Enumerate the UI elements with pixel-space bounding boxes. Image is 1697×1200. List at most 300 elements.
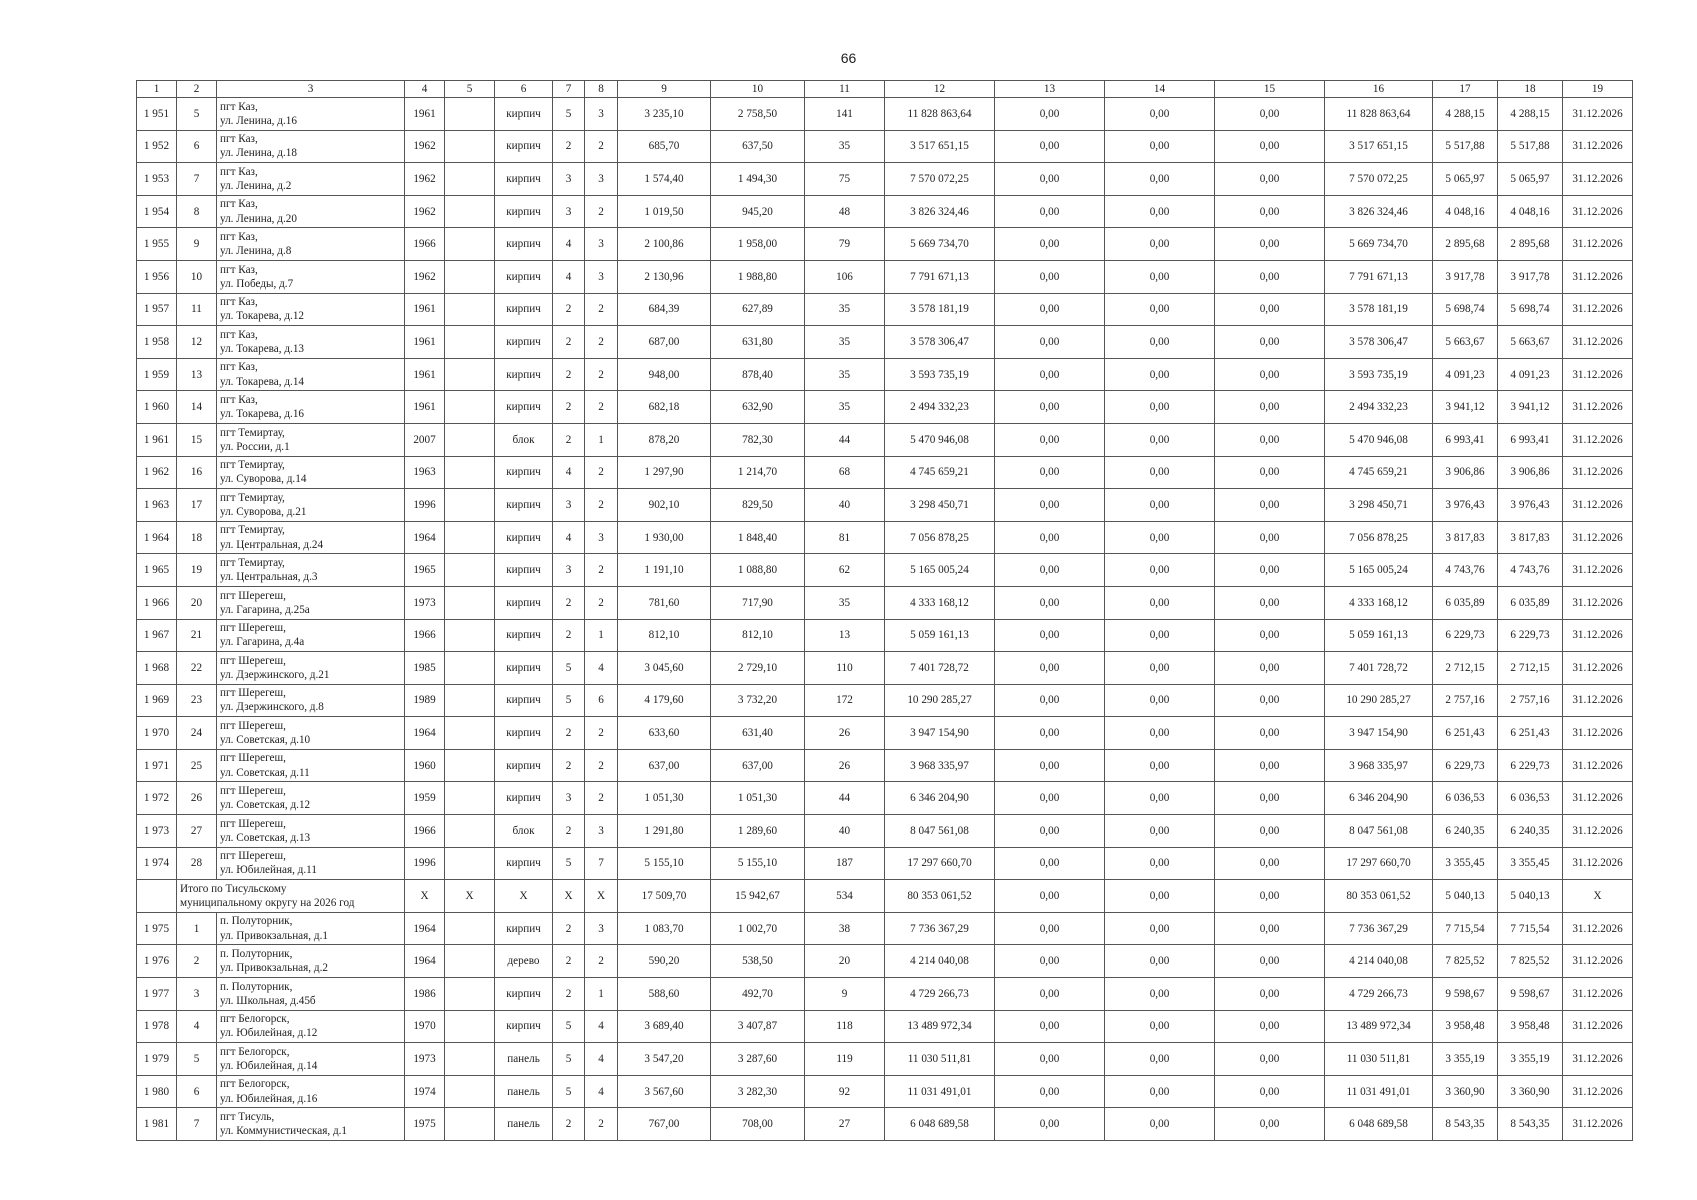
cell-c9: 633,60 — [618, 717, 711, 750]
cell-c11: 35 — [805, 326, 885, 359]
cell-c19: 31.12.2026 — [1563, 163, 1633, 196]
cell-c17: 5 663,67 — [1433, 326, 1498, 359]
total-c9: 17 509,70 — [618, 880, 711, 913]
table-body — [137, 98, 1633, 1141]
cell-c13: 0,00 — [995, 358, 1105, 391]
cell-c11: 35 — [805, 358, 885, 391]
cell-c19: 31.12.2026 — [1563, 195, 1633, 228]
cell-c19: 31.12.2026 — [1563, 391, 1633, 424]
cell-c5 — [445, 391, 495, 424]
cell-c11: 35 — [805, 391, 885, 424]
address-cell — [217, 782, 405, 815]
address-locality: п. Полуторник, — [220, 915, 293, 928]
address-locality: пгт Каз, — [220, 165, 258, 178]
table-row — [137, 978, 1633, 1011]
cell-mat: кирпич — [495, 717, 553, 750]
address-locality: пгт Темиртау, — [220, 556, 285, 569]
cell-mat: кирпич — [495, 391, 553, 424]
cell-n: 1 951 — [137, 98, 177, 131]
cell-c16: 7 570 072,25 — [1325, 163, 1433, 196]
cell-c9: 1 051,30 — [618, 782, 711, 815]
cell-c13: 0,00 — [995, 684, 1105, 717]
cell-c14: 0,00 — [1105, 195, 1215, 228]
cell-year: 1996 — [405, 489, 445, 522]
cell-c12: 17 297 660,70 — [885, 847, 995, 880]
cell-c14: 0,00 — [1105, 619, 1215, 652]
cell-c7: 2 — [553, 717, 585, 750]
table-row — [137, 586, 1633, 619]
cell-c10: 1 289,60 — [711, 815, 805, 848]
total-c11: 534 — [805, 880, 885, 913]
cell-c17: 3 976,43 — [1433, 489, 1498, 522]
cell-c17: 3 906,86 — [1433, 456, 1498, 489]
cell-c12: 3 947 154,90 — [885, 717, 995, 750]
cell-mat: кирпич — [495, 782, 553, 815]
cell-c16: 4 333 168,12 — [1325, 586, 1433, 619]
cell-c10: 632,90 — [711, 391, 805, 424]
address-street: ул. Юбилейная, д.16 — [220, 1092, 318, 1105]
address-locality: пгт Шерегеш, — [220, 752, 286, 765]
total-c6: X — [495, 880, 553, 913]
cell-c5 — [445, 652, 495, 685]
address-locality: пгт Каз, — [220, 133, 258, 146]
address-street: ул. Суворова, д.21 — [220, 505, 307, 518]
address-street: ул. Ленина, д.2 — [220, 179, 292, 192]
cell-mat: блок — [495, 423, 553, 456]
cell-c19: 31.12.2026 — [1563, 586, 1633, 619]
cell-year: 1970 — [405, 1010, 445, 1043]
cell-c19: 31.12.2026 — [1563, 815, 1633, 848]
address-cell — [217, 489, 405, 522]
cell-year: 1961 — [405, 326, 445, 359]
cell-year: 1964 — [405, 717, 445, 750]
cell-c5 — [445, 1108, 495, 1141]
cell-c9: 687,00 — [618, 326, 711, 359]
cell-i: 17 — [177, 489, 217, 522]
cell-c9: 3 045,60 — [618, 652, 711, 685]
cell-mat: панель — [495, 1043, 553, 1076]
cell-c10: 627,89 — [711, 293, 805, 326]
cell-c12: 3 968 335,97 — [885, 749, 995, 782]
cell-c14: 0,00 — [1105, 1075, 1215, 1108]
total-c4: X — [405, 880, 445, 913]
total-c16: 80 353 061,52 — [1325, 880, 1433, 913]
cell-c13: 0,00 — [995, 423, 1105, 456]
total-c19: X — [1563, 880, 1633, 913]
cell-n: 1 959 — [137, 358, 177, 391]
table-row — [137, 423, 1633, 456]
cell-c11: 9 — [805, 978, 885, 1011]
cell-c5 — [445, 586, 495, 619]
column-header: 6 — [495, 81, 553, 98]
cell-c18: 6 251,43 — [1498, 717, 1563, 750]
table-row — [137, 717, 1633, 750]
cell-c9: 682,18 — [618, 391, 711, 424]
cell-c15: 0,00 — [1215, 586, 1325, 619]
cell-i: 3 — [177, 978, 217, 1011]
address-street: ул. России, д.1 — [220, 440, 290, 453]
address-locality: пгт Каз, — [220, 296, 258, 309]
cell-c7: 4 — [553, 456, 585, 489]
cell-c17: 2 757,16 — [1433, 684, 1498, 717]
column-header: 17 — [1433, 81, 1498, 98]
cell-c16: 3 593 735,19 — [1325, 358, 1433, 391]
cell-year: 1962 — [405, 130, 445, 163]
cell-c17: 3 355,19 — [1433, 1043, 1498, 1076]
address-street: ул. Школьная, д.45б — [220, 994, 316, 1007]
cell-c11: 20 — [805, 945, 885, 978]
cell-c10: 2 758,50 — [711, 98, 805, 131]
cell-c11: 38 — [805, 912, 885, 945]
cell-c14: 0,00 — [1105, 815, 1215, 848]
cell-c13: 0,00 — [995, 586, 1105, 619]
address-street: ул. Дзержинского, д.21 — [220, 668, 330, 681]
cell-c12: 5 165 005,24 — [885, 554, 995, 587]
cell-c9: 3 547,20 — [618, 1043, 711, 1076]
cell-c10: 631,40 — [711, 717, 805, 750]
cell-c12: 3 826 324,46 — [885, 195, 995, 228]
cell-year: 1989 — [405, 684, 445, 717]
address-street: ул. Токарева, д.13 — [220, 342, 305, 355]
cell-c15: 0,00 — [1215, 619, 1325, 652]
cell-i: 10 — [177, 260, 217, 293]
cell-year: 1962 — [405, 195, 445, 228]
cell-c16: 7 401 728,72 — [1325, 652, 1433, 685]
cell-i: 8 — [177, 195, 217, 228]
address-cell — [217, 260, 405, 293]
address-locality: пгт Шерегеш, — [220, 654, 286, 667]
address-locality: пгт Шерегеш, — [220, 622, 286, 635]
table-row — [137, 815, 1633, 848]
cell-c8: 3 — [585, 228, 618, 261]
cell-c16: 5 669 734,70 — [1325, 228, 1433, 261]
cell-c14: 0,00 — [1105, 782, 1215, 815]
cell-c17: 5 065,97 — [1433, 163, 1498, 196]
column-header: 12 — [885, 81, 995, 98]
cell-n: 1 960 — [137, 391, 177, 424]
cell-c18: 7 715,54 — [1498, 912, 1563, 945]
address-locality: пгт Темиртау, — [220, 491, 285, 504]
cell-c16: 3 968 335,97 — [1325, 749, 1433, 782]
cell-c5 — [445, 423, 495, 456]
cell-c12: 3 298 450,71 — [885, 489, 995, 522]
cell-c8: 2 — [585, 945, 618, 978]
cell-c13: 0,00 — [995, 521, 1105, 554]
cell-i: 6 — [177, 130, 217, 163]
cell-n: 1 958 — [137, 326, 177, 359]
cell-year: 1963 — [405, 456, 445, 489]
table-row — [137, 489, 1633, 522]
cell-n: 1 969 — [137, 684, 177, 717]
cell-c8: 2 — [585, 358, 618, 391]
cell-c12: 7 401 728,72 — [885, 652, 995, 685]
cell-c11: 119 — [805, 1043, 885, 1076]
cell-c5 — [445, 163, 495, 196]
cell-year: 1973 — [405, 1043, 445, 1076]
cell-c13: 0,00 — [995, 1010, 1105, 1043]
table-row — [137, 554, 1633, 587]
cell-c7: 2 — [553, 749, 585, 782]
cell-c18: 4 743,76 — [1498, 554, 1563, 587]
cell-c12: 2 494 332,23 — [885, 391, 995, 424]
address-cell — [217, 391, 405, 424]
cell-c17: 8 543,35 — [1433, 1108, 1498, 1141]
cell-c7: 2 — [553, 619, 585, 652]
cell-c18: 6 229,73 — [1498, 619, 1563, 652]
cell-year: 1966 — [405, 228, 445, 261]
cell-c12: 6 346 204,90 — [885, 782, 995, 815]
cell-c7: 3 — [553, 554, 585, 587]
cell-c19: 31.12.2026 — [1563, 912, 1633, 945]
address-cell — [217, 130, 405, 163]
cell-c10: 631,80 — [711, 326, 805, 359]
address-street: ул. Ленина, д.8 — [220, 245, 292, 258]
cell-c14: 0,00 — [1105, 717, 1215, 750]
cell-c17: 3 360,90 — [1433, 1075, 1498, 1108]
cell-i: 15 — [177, 423, 217, 456]
cell-c14: 0,00 — [1105, 1108, 1215, 1141]
cell-c7: 2 — [553, 912, 585, 945]
cell-n: 1 965 — [137, 554, 177, 587]
cell-c16: 10 290 285,27 — [1325, 684, 1433, 717]
cell-mat: кирпич — [495, 358, 553, 391]
cell-c15: 0,00 — [1215, 717, 1325, 750]
cell-year: 1964 — [405, 521, 445, 554]
cell-n: 1 962 — [137, 456, 177, 489]
cell-c9: 781,60 — [618, 586, 711, 619]
cell-n: 1 963 — [137, 489, 177, 522]
cell-year: 1965 — [405, 554, 445, 587]
address-cell — [217, 652, 405, 685]
cell-c17: 3 941,12 — [1433, 391, 1498, 424]
cell-c9: 902,10 — [618, 489, 711, 522]
cell-c10: 1 214,70 — [711, 456, 805, 489]
address-cell — [217, 358, 405, 391]
cell-c14: 0,00 — [1105, 847, 1215, 880]
cell-c11: 81 — [805, 521, 885, 554]
cell-c19: 31.12.2026 — [1563, 554, 1633, 587]
cell-mat: кирпич — [495, 326, 553, 359]
cell-c8: 2 — [585, 554, 618, 587]
cell-mat: кирпич — [495, 130, 553, 163]
cell-c18: 6 240,35 — [1498, 815, 1563, 848]
address-cell — [217, 945, 405, 978]
cell-n: 1 972 — [137, 782, 177, 815]
address-cell — [217, 1075, 405, 1108]
cell-c11: 26 — [805, 749, 885, 782]
cell-c18: 2 757,16 — [1498, 684, 1563, 717]
cell-i: 25 — [177, 749, 217, 782]
cell-c17: 5 517,88 — [1433, 130, 1498, 163]
total-label-line: муниципальному округу на 2026 год — [180, 897, 355, 910]
column-header: 11 — [805, 81, 885, 98]
cell-c18: 7 825,52 — [1498, 945, 1563, 978]
cell-c19: 31.12.2026 — [1563, 456, 1633, 489]
cell-c8: 2 — [585, 293, 618, 326]
cell-c13: 0,00 — [995, 293, 1105, 326]
cell-c9: 4 179,60 — [618, 684, 711, 717]
cell-c8: 2 — [585, 326, 618, 359]
address-cell — [217, 749, 405, 782]
address-locality: пгт Темиртау, — [220, 426, 285, 439]
cell-c19: 31.12.2026 — [1563, 1108, 1633, 1141]
cell-c18: 2 895,68 — [1498, 228, 1563, 261]
address-locality: пгт Темиртау, — [220, 459, 285, 472]
cell-c13: 0,00 — [995, 978, 1105, 1011]
cell-c5 — [445, 1010, 495, 1043]
cell-c18: 5 663,67 — [1498, 326, 1563, 359]
total-label — [177, 880, 405, 913]
cell-c15: 0,00 — [1215, 130, 1325, 163]
cell-c19: 31.12.2026 — [1563, 293, 1633, 326]
cell-c19: 31.12.2026 — [1563, 619, 1633, 652]
cell-c15: 0,00 — [1215, 1108, 1325, 1141]
cell-c8: 2 — [585, 456, 618, 489]
cell-c7: 2 — [553, 815, 585, 848]
address-locality: пгт Шерегеш, — [220, 817, 286, 830]
cell-c18: 2 712,15 — [1498, 652, 1563, 685]
cell-c19: 31.12.2026 — [1563, 228, 1633, 261]
cell-c8: 4 — [585, 1043, 618, 1076]
cell-c17: 2 895,68 — [1433, 228, 1498, 261]
cell-c19: 31.12.2026 — [1563, 260, 1633, 293]
address-locality: пгт Тисуль, — [220, 1111, 275, 1123]
cell-c16: 7 056 878,25 — [1325, 521, 1433, 554]
cell-c13: 0,00 — [995, 391, 1105, 424]
column-header: 3 — [217, 81, 405, 98]
cell-c15: 0,00 — [1215, 652, 1325, 685]
cell-n: 1 976 — [137, 945, 177, 978]
cell-c17: 6 036,53 — [1433, 782, 1498, 815]
cell-c7: 2 — [553, 326, 585, 359]
cell-c11: 40 — [805, 815, 885, 848]
cell-c7: 5 — [553, 1010, 585, 1043]
cell-c17: 7 825,52 — [1433, 945, 1498, 978]
cell-c14: 0,00 — [1105, 489, 1215, 522]
cell-year: 1961 — [405, 358, 445, 391]
address-street: ул. Советская, д.13 — [220, 831, 311, 844]
cell-year: 1973 — [405, 586, 445, 619]
cell-c8: 2 — [585, 717, 618, 750]
cell-c9: 1 574,40 — [618, 163, 711, 196]
cell-c15: 0,00 — [1215, 358, 1325, 391]
table-row — [137, 326, 1633, 359]
cell-i: 26 — [177, 782, 217, 815]
cell-mat: кирпич — [495, 260, 553, 293]
cell-c11: 110 — [805, 652, 885, 685]
table-row — [137, 912, 1633, 945]
cell-c14: 0,00 — [1105, 456, 1215, 489]
address-cell — [217, 554, 405, 587]
cell-c9: 767,00 — [618, 1108, 711, 1141]
cell-c10: 717,90 — [711, 586, 805, 619]
cell-c13: 0,00 — [995, 1108, 1105, 1141]
address-locality: пгт Темиртау, — [220, 524, 285, 537]
cell-year: 1964 — [405, 912, 445, 945]
cell-c18: 3 355,19 — [1498, 1043, 1563, 1076]
cell-c15: 0,00 — [1215, 1075, 1325, 1108]
cell-c12: 3 517 651,15 — [885, 130, 995, 163]
cell-c10: 1 494,30 — [711, 163, 805, 196]
cell-c7: 3 — [553, 163, 585, 196]
cell-c8: 2 — [585, 1108, 618, 1141]
address-cell — [217, 1043, 405, 1076]
cell-c11: 44 — [805, 782, 885, 815]
cell-c14: 0,00 — [1105, 228, 1215, 261]
cell-c7: 4 — [553, 228, 585, 261]
cell-c5 — [445, 489, 495, 522]
cell-c19: 31.12.2026 — [1563, 652, 1633, 685]
column-header: 1 — [137, 81, 177, 98]
cell-c15: 0,00 — [1215, 912, 1325, 945]
cell-c13: 0,00 — [995, 163, 1105, 196]
cell-year: 1964 — [405, 945, 445, 978]
cell-c16: 3 578 181,19 — [1325, 293, 1433, 326]
column-header: 7 — [553, 81, 585, 98]
cell-c8: 4 — [585, 652, 618, 685]
cell-i: 24 — [177, 717, 217, 750]
cell-i: 22 — [177, 652, 217, 685]
cell-n: 1 968 — [137, 652, 177, 685]
cell-c5 — [445, 554, 495, 587]
cell-c16: 11 031 491,01 — [1325, 1075, 1433, 1108]
cell-c17: 6 993,41 — [1433, 423, 1498, 456]
cell-c5 — [445, 945, 495, 978]
address-cell — [217, 456, 405, 489]
cell-i: 14 — [177, 391, 217, 424]
cell-c7: 5 — [553, 98, 585, 131]
cell-year: 1986 — [405, 978, 445, 1011]
cell-c12: 10 290 285,27 — [885, 684, 995, 717]
cell-i: 13 — [177, 358, 217, 391]
cell-c9: 1 291,80 — [618, 815, 711, 848]
cell-c14: 0,00 — [1105, 423, 1215, 456]
cell-c13: 0,00 — [995, 945, 1105, 978]
cell-c18: 4 091,23 — [1498, 358, 1563, 391]
cell-n: 1 967 — [137, 619, 177, 652]
cell-c5 — [445, 293, 495, 326]
cell-c9: 812,10 — [618, 619, 711, 652]
cell-c8: 3 — [585, 912, 618, 945]
cell-c5 — [445, 1075, 495, 1108]
cell-n: 1 981 — [137, 1108, 177, 1141]
cell-c18: 3 817,83 — [1498, 521, 1563, 554]
column-header: 8 — [585, 81, 618, 98]
cell-c13: 0,00 — [995, 782, 1105, 815]
cell-c17: 6 240,35 — [1433, 815, 1498, 848]
address-cell — [217, 423, 405, 456]
cell-c10: 878,40 — [711, 358, 805, 391]
cell-c7: 2 — [553, 358, 585, 391]
cell-c15: 0,00 — [1215, 521, 1325, 554]
cell-c19: 31.12.2026 — [1563, 847, 1633, 880]
cell-c12: 8 047 561,08 — [885, 815, 995, 848]
cell-c9: 5 155,10 — [618, 847, 711, 880]
cell-c18: 4 048,16 — [1498, 195, 1563, 228]
cell-c18: 4 288,15 — [1498, 98, 1563, 131]
cell-c9: 1 191,10 — [618, 554, 711, 587]
cell-c14: 0,00 — [1105, 586, 1215, 619]
cell-c12: 11 828 863,64 — [885, 98, 995, 131]
cell-mat: кирпич — [495, 554, 553, 587]
cell-year: 1996 — [405, 847, 445, 880]
table-row — [137, 945, 1633, 978]
cell-c14: 0,00 — [1105, 978, 1215, 1011]
cell-c16: 7 791 671,13 — [1325, 260, 1433, 293]
cell-c12: 3 578 306,47 — [885, 326, 995, 359]
cell-i: 7 — [177, 1108, 217, 1141]
cell-c7: 2 — [553, 293, 585, 326]
